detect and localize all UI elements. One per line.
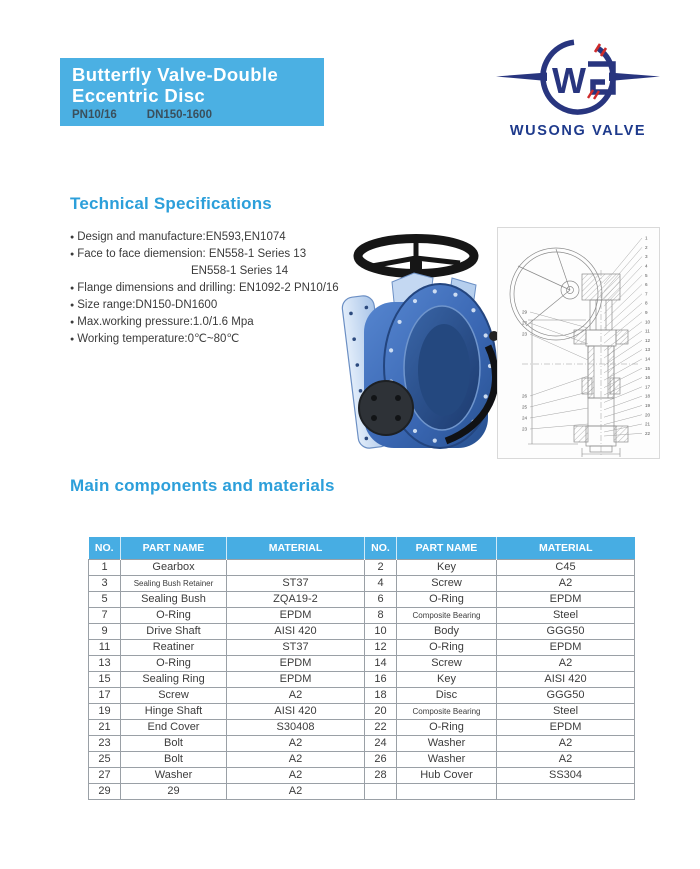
material-cell: AISI 420	[227, 703, 365, 719]
table-row	[89, 559, 635, 575]
bolt-hole	[471, 308, 475, 312]
callout-number: 5	[645, 272, 648, 278]
column-header: MATERIAL	[227, 537, 365, 559]
title-banner	[60, 58, 324, 126]
valve-disc-inner	[418, 324, 470, 416]
callout-number: 10	[645, 319, 651, 325]
part-name-cell: Sealing Ring	[121, 671, 227, 687]
material-cell: A2	[497, 751, 635, 767]
callout-number: 26	[522, 393, 528, 399]
callout-number: 1	[645, 235, 648, 241]
material-cell: A2	[497, 655, 635, 671]
tech-specs-list	[70, 230, 350, 349]
column-header: PART NAME	[121, 537, 227, 559]
material-cell: GGG50	[497, 623, 635, 639]
bullet-icon: ●	[70, 336, 75, 343]
bolt-hole	[389, 348, 393, 352]
no-cell: 5	[89, 591, 121, 607]
callout-number: 27	[522, 320, 528, 326]
no-cell: 22	[365, 719, 397, 735]
bullet-icon: ●	[70, 285, 75, 292]
material-cell	[497, 783, 635, 799]
callout-number: 16	[645, 375, 651, 381]
material-cell: ST37	[227, 575, 365, 591]
no-cell: 16	[365, 671, 397, 687]
no-cell: 4	[365, 575, 397, 591]
callout-number: 11	[645, 328, 650, 334]
no-cell: 14	[365, 655, 397, 671]
callout-number: 21	[645, 421, 651, 427]
material-cell: A2	[227, 783, 365, 799]
callout-number: 22	[645, 430, 651, 436]
callout-number: 17	[645, 384, 651, 390]
part-name-cell: Composite Bearing	[397, 607, 497, 623]
material-cell: AISI 420	[227, 623, 365, 639]
no-cell: 2	[365, 559, 397, 575]
no-cell: 28	[365, 767, 397, 783]
part-name-cell: O-Ring	[397, 591, 497, 607]
tech-specs-heading: Technical Specifications	[70, 194, 272, 213]
table-row	[89, 575, 635, 591]
part-name-cell: Bolt	[121, 735, 227, 751]
no-cell: 10	[365, 623, 397, 639]
part-name-cell: Reatiner	[121, 639, 227, 655]
table-row	[89, 607, 635, 623]
bolt-hole	[433, 289, 437, 293]
no-cell: 6	[365, 591, 397, 607]
spec-item	[70, 247, 350, 262]
column-header: MATERIAL	[497, 537, 635, 559]
material-cell: EPDM	[227, 671, 365, 687]
material-cell: A2	[227, 687, 365, 703]
part-name-cell: Screw	[397, 575, 497, 591]
table-row	[89, 623, 635, 639]
material-cell: S30408	[227, 719, 365, 735]
no-cell: 9	[89, 623, 121, 639]
table-row	[89, 751, 635, 767]
callout-number: 9	[645, 310, 648, 315]
callout-number: 29	[522, 309, 528, 315]
part-name-cell: Screw	[397, 655, 497, 671]
material-cell: A2	[497, 575, 635, 591]
material-cell: GGG50	[497, 687, 635, 703]
callout-number: 19	[645, 403, 651, 408]
material-cell	[227, 559, 365, 575]
material-cell: Steel	[497, 703, 635, 719]
no-cell: 20	[365, 703, 397, 719]
brand-name: WUSONG VALVE	[509, 123, 647, 139]
no-cell: 23	[89, 735, 121, 751]
table-row	[89, 735, 635, 751]
material-cell: EPDM	[497, 719, 635, 735]
table-row	[89, 783, 635, 799]
callout-number: 7	[645, 291, 648, 297]
material-cell: A2	[227, 767, 365, 783]
table-row	[89, 655, 635, 671]
bolt-hole	[433, 438, 437, 442]
part-name-cell: Key	[397, 559, 497, 575]
material-cell: A2	[227, 751, 365, 767]
product-title-line1: Butterfly Valve-Double	[72, 64, 279, 85]
bolt-hole	[484, 333, 488, 337]
column-header: PART NAME	[397, 537, 497, 559]
no-cell: 26	[365, 751, 397, 767]
spec-text: Flange dimensions and drilling: EN1092-2 PN10/16	[77, 282, 339, 294]
callout-number: 25	[522, 404, 528, 410]
part-name-cell	[397, 783, 497, 799]
material-cell: EPDM	[497, 639, 635, 655]
callout-number: 3	[645, 254, 648, 260]
part-name-cell: Body	[397, 623, 497, 639]
no-cell: 21	[89, 719, 121, 735]
spec-item	[70, 315, 350, 330]
spec-item	[70, 281, 350, 296]
size-range: DN150-1600	[146, 109, 212, 121]
bolt-hole	[484, 394, 488, 398]
part-name-cell: O-Ring	[121, 655, 227, 671]
part-name-cell: Key	[397, 671, 497, 687]
bolt-hole	[413, 299, 417, 303]
table-row	[89, 703, 635, 719]
part-name-cell: Washer	[397, 751, 497, 767]
callout-number: 6	[645, 282, 648, 288]
spec-text: Face to face diemension: EN558-1 Series 13	[77, 248, 307, 260]
part-name-cell: Washer	[121, 767, 227, 783]
callout-number: 4	[645, 263, 648, 269]
no-cell: 8	[365, 607, 397, 623]
table-row	[89, 767, 635, 783]
no-cell: 1	[89, 559, 121, 575]
components-heading: Main components and materials	[70, 476, 335, 495]
bullet-icon: ●	[70, 251, 75, 258]
material-cell: A2	[497, 735, 635, 751]
callout-number: 18	[645, 393, 651, 399]
no-cell: 18	[365, 687, 397, 703]
product-title-line2: Eccentric Disc	[72, 84, 206, 106]
callout-number: 24	[522, 415, 528, 421]
table-row	[89, 687, 635, 703]
company-logo	[492, 30, 664, 139]
no-cell: 19	[89, 703, 121, 719]
no-cell: 13	[89, 655, 121, 671]
material-cell: AISI 420	[497, 671, 635, 687]
callout-number: 13	[645, 347, 651, 353]
material-cell: C45	[497, 559, 635, 575]
bolt-hole	[453, 293, 457, 297]
table-row	[89, 719, 635, 735]
callout-number: 8	[645, 300, 648, 306]
callout-number: 12	[645, 337, 651, 343]
column-header: NO.	[89, 537, 121, 559]
no-cell: 12	[365, 639, 397, 655]
no-cell	[365, 783, 397, 799]
part-name-cell: 29	[121, 783, 227, 799]
spec-item	[70, 264, 350, 279]
material-cell: EPDM	[227, 607, 365, 623]
table-header-row	[89, 537, 635, 559]
callout-number: 2	[645, 244, 648, 250]
material-cell: ST37	[227, 639, 365, 655]
material-cell: EPDM	[497, 591, 635, 607]
bullet-icon: ●	[70, 302, 75, 309]
callout-number: 20	[645, 412, 651, 418]
technical-drawing-svg	[498, 228, 659, 458]
spec-item	[70, 230, 350, 245]
bolt-hole	[413, 429, 417, 433]
part-name-cell: O-Ring	[121, 607, 227, 623]
parts-table-body	[89, 559, 635, 799]
part-name-cell: Washer	[397, 735, 497, 751]
part-name-cell: Screw	[121, 687, 227, 703]
no-cell: 11	[89, 639, 121, 655]
part-name-cell: Sealing Bush	[121, 591, 227, 607]
material-cell: EPDM	[227, 655, 365, 671]
callout-number: 14	[645, 356, 651, 362]
part-name-cell: Composite Bearing	[397, 703, 497, 719]
valve-product-photo	[336, 220, 503, 460]
spec-text: Working temperature:0℃~80℃	[77, 333, 240, 345]
bullet-icon: ●	[70, 234, 75, 241]
part-name-cell: End Cover	[121, 719, 227, 735]
logo-mark-icon	[492, 30, 664, 122]
part-name-cell: Gearbox	[121, 559, 227, 575]
no-cell: 3	[89, 575, 121, 591]
no-cell: 15	[89, 671, 121, 687]
table-row	[89, 671, 635, 687]
part-name-cell: O-Ring	[397, 639, 497, 655]
shaft-boss	[359, 381, 413, 435]
bullet-icon: ●	[70, 319, 75, 326]
part-name-cell: Hub Cover	[397, 767, 497, 783]
part-name-cell: Bolt	[121, 751, 227, 767]
column-header: NO.	[365, 537, 397, 559]
no-cell: 25	[89, 751, 121, 767]
no-cell: 29	[89, 783, 121, 799]
spec-text: Design and manufacture:EN593,EN1074	[77, 231, 286, 243]
technical-drawing	[497, 227, 660, 459]
table-row	[89, 591, 635, 607]
rating-row	[72, 109, 312, 121]
logo-letter-w: W	[552, 60, 586, 101]
bolt-hole	[397, 320, 401, 324]
part-name-cell: Drive Shaft	[121, 623, 227, 639]
spec-item	[70, 298, 350, 313]
spec-text: Size range:DN150-DN1600	[77, 299, 218, 311]
part-name-cell: Hinge Shaft	[121, 703, 227, 719]
material-cell: SS304	[497, 767, 635, 783]
spec-item	[70, 332, 350, 347]
no-cell: 7	[89, 607, 121, 623]
callout-number: 15	[645, 365, 651, 371]
no-cell: 24	[365, 735, 397, 751]
parts-table	[88, 537, 635, 800]
material-cell: A2	[227, 735, 365, 751]
callout-number: 23	[522, 426, 528, 432]
material-cell: ZQA19-2	[227, 591, 365, 607]
table-row	[89, 639, 635, 655]
part-name-cell: Disc	[397, 687, 497, 703]
material-cell: Steel	[497, 607, 635, 623]
no-cell: 27	[89, 767, 121, 783]
spec-text: Max.working pressure:1.0/1.6 Mpa	[77, 316, 254, 328]
part-name-cell: Sealing Bush Retainer	[121, 575, 227, 591]
no-cell: 17	[89, 687, 121, 703]
part-name-cell: O-Ring	[397, 719, 497, 735]
spec-text: EN558-1 Series 14	[191, 265, 289, 277]
callout-number: 23	[522, 331, 528, 337]
pressure-rating: PN10/16	[72, 109, 117, 121]
